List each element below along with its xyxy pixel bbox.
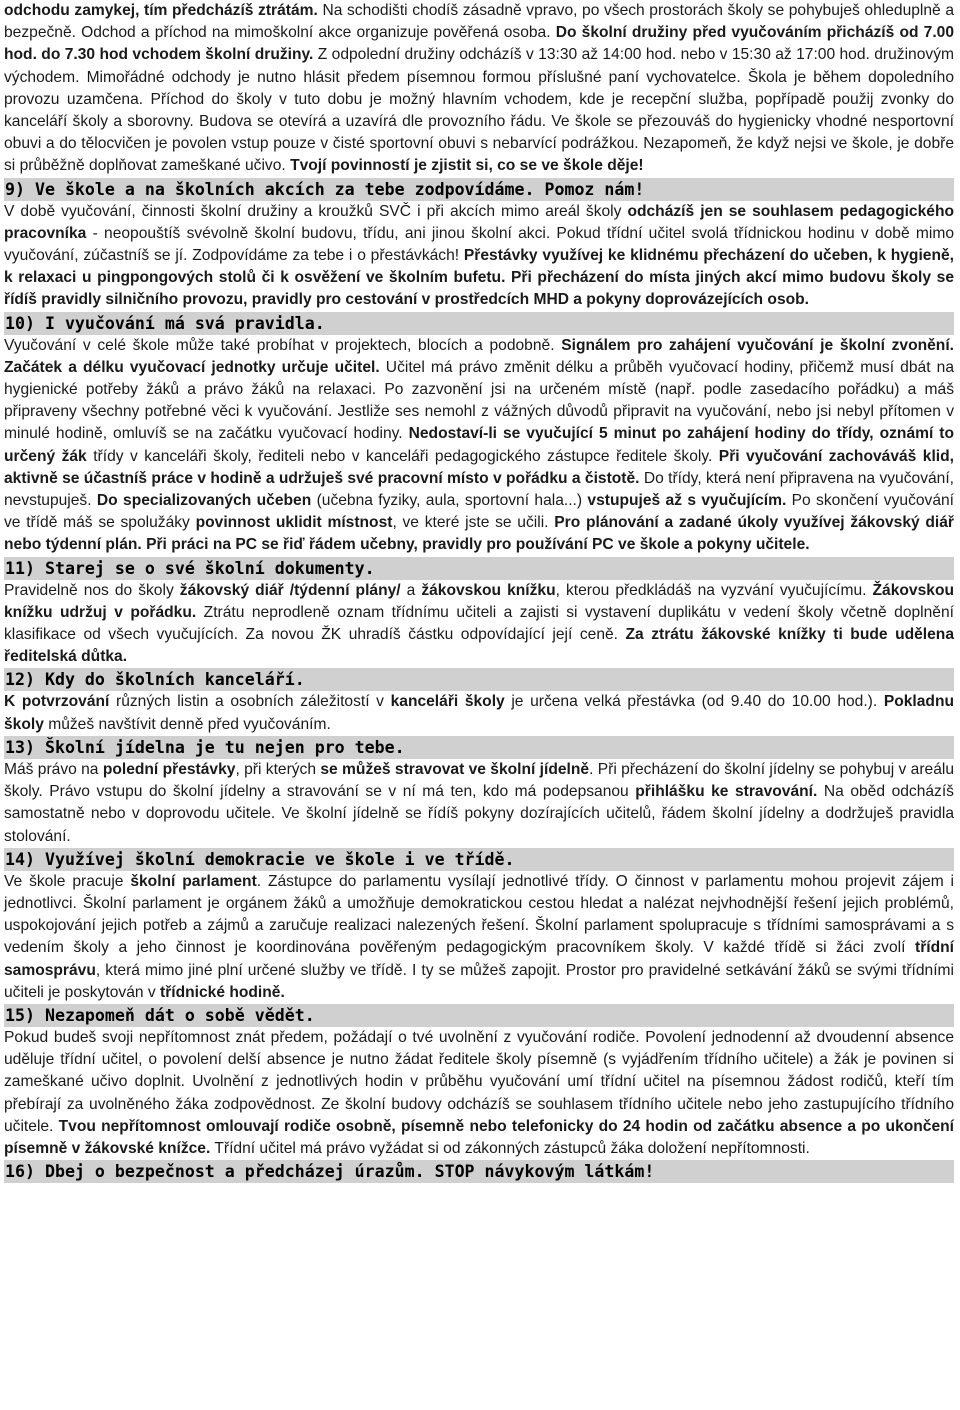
text-run: V době vyučování, činnosti školní družiny a kroužků SVČ i při akcích mimo areál školy [4, 202, 628, 220]
text-run: Máš právo na [4, 760, 103, 778]
bold-text-run: K potvrzování [4, 693, 110, 711]
text-run: Ve škole pracuje [4, 872, 131, 890]
text-run: třídy v kanceláři školy, řediteli nebo v kanceláři pedagogického zástupce ředitele školy. [86, 447, 719, 465]
text-run: je určena velká přestávka (od 9.40 do 10.00 hod.). [504, 693, 884, 711]
bold-text-run: odcházíš jen se souhlasem pedagogického pracovníka [4, 202, 954, 242]
text-run: Na schodišti chodíš zásadně vpravo, po všech prostorách školy se pohybuješ ohleduplně a bezpečně. Odchod a příchod na mimoškolní akce organizuje pověřená osoba. [4, 2, 954, 42]
text-run: Pravidelně nos do školy [4, 581, 180, 599]
body-paragraph [4, 201, 954, 312]
body-paragraph [4, 759, 954, 848]
section-heading: 14) Využívej školní demokracie ve škole i ve třídě. [4, 848, 954, 871]
text-run: , kterou předkládáš na vyzvání vyučujícímu. [555, 581, 873, 599]
body-paragraph [4, 335, 954, 557]
bold-text-run: se můžeš stravovat ve školní jídelně [320, 760, 590, 778]
bold-text-run: školní parlament [130, 872, 257, 890]
section-heading: 12) Kdy do školních kanceláří. [4, 668, 954, 691]
text-run: Třídní učitel má právo vyžádat si od zákonných zástupců žáka doložení nepřítomnosti. [210, 1139, 810, 1157]
section-heading: 11) Starej se o své školní dokumenty. [4, 557, 954, 580]
text-run: . Zástupce do parlamentu vysílají jednotlivé třídy. O činnost v parlamentu mohou projevit zájem i jednotlivci. Školní parlament je orgánem žáků a umožňuje demokratickou cestou hledat a nalézat nejvhodnější řešení jejich problémů, uspokojování jejich potřeb a zájmů a zaručuje realizaci nalezených řešení. Školní parlament spolupracuje s třídními samosprávami a s vedením školy a jeho činnost je koordinována pověřeným pedagogickým pracovníkem školy. V každé třídě si žáci zvolí [4, 872, 954, 957]
text-run: Ztrátu neprodleně oznam třídnímu učiteli a zajisti si vystavení duplikátu v vedení školy včetně doplnění klasifikace od všech vyučujících. Za novou ŽK uhradíš částku odpovídající její ceně. [4, 603, 954, 644]
text-run: - neopouštíš svévolně školní budovu, třídu, ani jinou školní akci. Pokud třídní učitel svolá třídnickou hodinu v době mimo vyučování, zúčastníš se jí. Zodpovídáme za tebe i o přestávkách! [4, 224, 954, 265]
bold-text-run: Pro plánování a zadané úkoly využívej žákovský diář nebo týdenní plán. Při práci na PC se řiď řádem učebny, pravidly pro používání PC ve škole a pokyny učitele. [4, 514, 955, 554]
bold-text-run: Žákovskou knížku udržuj v pořádku. [4, 581, 954, 621]
text-run: můžeš navštívit denně před vyučováním. [43, 715, 331, 733]
bold-text-run: polední přestávky [102, 760, 236, 778]
bold-text-run: Pokladnu školy [4, 693, 955, 733]
text-run: . Při přecházení do školní jídelny se pohybuj v areálu školy. Právo vstupu do školní jídelny a stravování se v ní má ten, kdo má podepsanou [4, 760, 955, 801]
body-paragraph [4, 0, 954, 178]
bold-text-run: Do specializovaných učeben [96, 492, 312, 510]
section-heading: 16) Dbej o bezpečnost a předcházej úrazům. STOP návykovým látkám! [4, 1160, 954, 1183]
body-paragraph [4, 871, 954, 1004]
bold-text-run: třídní samosprávu [4, 939, 954, 979]
text-run: , ve které jste se učili. [392, 514, 555, 532]
section-heading: 13) Školní jídelna je tu nejen pro tebe. [4, 736, 954, 759]
bold-text-run: povinnost uklidit místnost [195, 514, 393, 532]
section-heading: 15) Nezapomeň dát o sobě vědět. [4, 1004, 954, 1027]
bold-text-run: třídnické hodině. [160, 983, 285, 1001]
section-heading: 10) I vyučování má svá pravidla. [4, 312, 954, 335]
text-run: , která mimo jiné plní určené služby ve třídě. I ty se můžeš zapojit. Prostor pro pravidelné setkávání žáků se svými třídními učiteli je poskytován v [4, 961, 954, 1001]
bold-text-run: Tvojí povinností je zjistit si, co se ve škole děje! [290, 157, 644, 175]
text-run: Pokud budeš svoji nepřítomnost znát předem, požádají o tvé uvolnění z vyučování rodiče. Povolení jednodenní až dvoudenní absence uděluje třídní učitel, o povolení delší absence je nutno žádat ředitele školy písemně (s vyjádřením třídního učitele) a žák je povinen si zameškané učivo doplnit. Uvolnění z jednotlivých hodin v průběhu vyučování umí třídní učitel na písemnou žádost rodičů, kteří tím přebírají za uvolněného žáka zodpovědnost. Ze školní budovy odcházíš se souhlasem třídního učitele nebo jeho zastupujícího třídního učitele. [4, 1028, 954, 1135]
text-run: Do třídy, která není připravena na vyučování, nevstupuješ. [4, 469, 954, 510]
bold-text-run: Přestávky využívej ke klidnému přecházení do učeben, k hygieně, k relaxaci u pingpongových stolů či k osvěžení ve školním bufetu. Při přecházení do místa jiných akcí mimo budovu školy se řídíš pravidly silničního provozu, pravidly pro cestování v prostředcích MHD a pokyny doprovázejících osob. [4, 247, 954, 309]
bold-text-run: kanceláři školy [390, 693, 505, 711]
bold-text-run: Nedostaví-li se vyučující 5 minut po zahájení hodiny do třídy, oznámí to určený žák [4, 425, 954, 465]
body-paragraph [4, 580, 954, 669]
bold-text-run: žákovský diář /týdenní plány/ [179, 581, 401, 599]
text-run: , při kterých [235, 760, 321, 778]
bold-text-run: Do školní družiny před vyučováním přicházíš od 7.00 hod. do 7.30 hod vchodem školní družiny. [4, 24, 954, 64]
text-run: různých listin a osobních záležitostí v [109, 693, 391, 711]
section-heading: 9) Ve škole a na školních akcích za tebe zodpovídáme. Pomoz nám! [4, 178, 954, 201]
bold-text-run: přihlášku ke stravování. [635, 783, 818, 801]
bold-text-run: Při vyučování zachováváš klid, aktivně se účastníš práce v hodině a udržuješ své pracovní místo v pořádku a čistotě. [4, 447, 954, 487]
bold-text-run: Za ztrátu žákovské knížky ti bude udělena ředitelská důtka. [4, 626, 955, 666]
bold-text-run: odchodu zamykej, tím předcházíš ztrátám. [4, 2, 318, 19]
body-paragraph [4, 691, 954, 735]
text-run: (učebna fyziky, aula, sportovní hala...) [311, 492, 588, 510]
bold-text-run: vstupuješ až s vyučujícím. [587, 492, 787, 510]
bold-text-run: žákovskou knížku [421, 581, 556, 599]
body-paragraph [4, 1027, 954, 1160]
text-run: Z odpolední družiny odcházíš v 13:30 až 14:00 hod. nebo v 15:30 až 17:00 hod. družinovým východem. Mimořádné odchody je nutno hlásit předem písemnou formou příslušné paní vychovatelce. Škola je během dopoledního provozu uzamčena. Příchod do školy v tuto dobu je možný hlavním vchodem, kde je recepční služba, popřípadě použij zvonky do kanceláří školy a sborovny. Budova se otevírá a uzavírá dle provozního řádu. Ve škole se přezouváš do hygienicky vhodné nesportovní obuvi a do tělocvičen je povolen vstup pouze v čisté sportovní obuvi s nebarvící podrážkou. Nezapomeň, že když nejsi ve škole, je dobře si průběžně doplňovat zameškané učivo. [4, 46, 954, 175]
document-page [4, 0, 954, 1183]
bold-text-run: Signálem pro zahájení vyučování je školní zvonění. Začátek a délku vyučovací jednotky určuje učitel. [4, 336, 954, 376]
bold-text-run: Tvou nepřítomnost omlouvají rodiče osobně, písemně nebo telefonicky do 24 hodin od začátku absence a po ukončení písemně v žákovské knížce. [4, 1117, 955, 1157]
text-run: Na oběd odcházíš samostatně nebo v doprovodu učitele. Ve školní jídelně se řídíš pokyny dozírajících učitelů, řádem školní jídelny a dodržuješ pravidla stolování. [4, 783, 954, 845]
text-run: Po skončení vyučování ve třídě máš se spolužáky [4, 492, 955, 532]
text-run: a [400, 581, 422, 599]
text-run: Učitel má právo změnit délku a průběh vyučovací hodiny, přičemž musí dbát na hygienické potřeby žáků a právo žáků na relaxaci. Po zazvonění jsi na určeném místě (např. podle zasedacího pořádku) a máš připraveny všechny potřebné věci k vyučování. Jestliže ses nemohl z vážných důvodů připravit na vyučování, nebo jsi nebyl přítomen v minulé hodině, omluvíš se na začátku vyučovací hodiny. [4, 358, 955, 443]
text-run: Vyučování v celé škole může také probíhat v projektech, blocích a podobně. [4, 336, 562, 354]
